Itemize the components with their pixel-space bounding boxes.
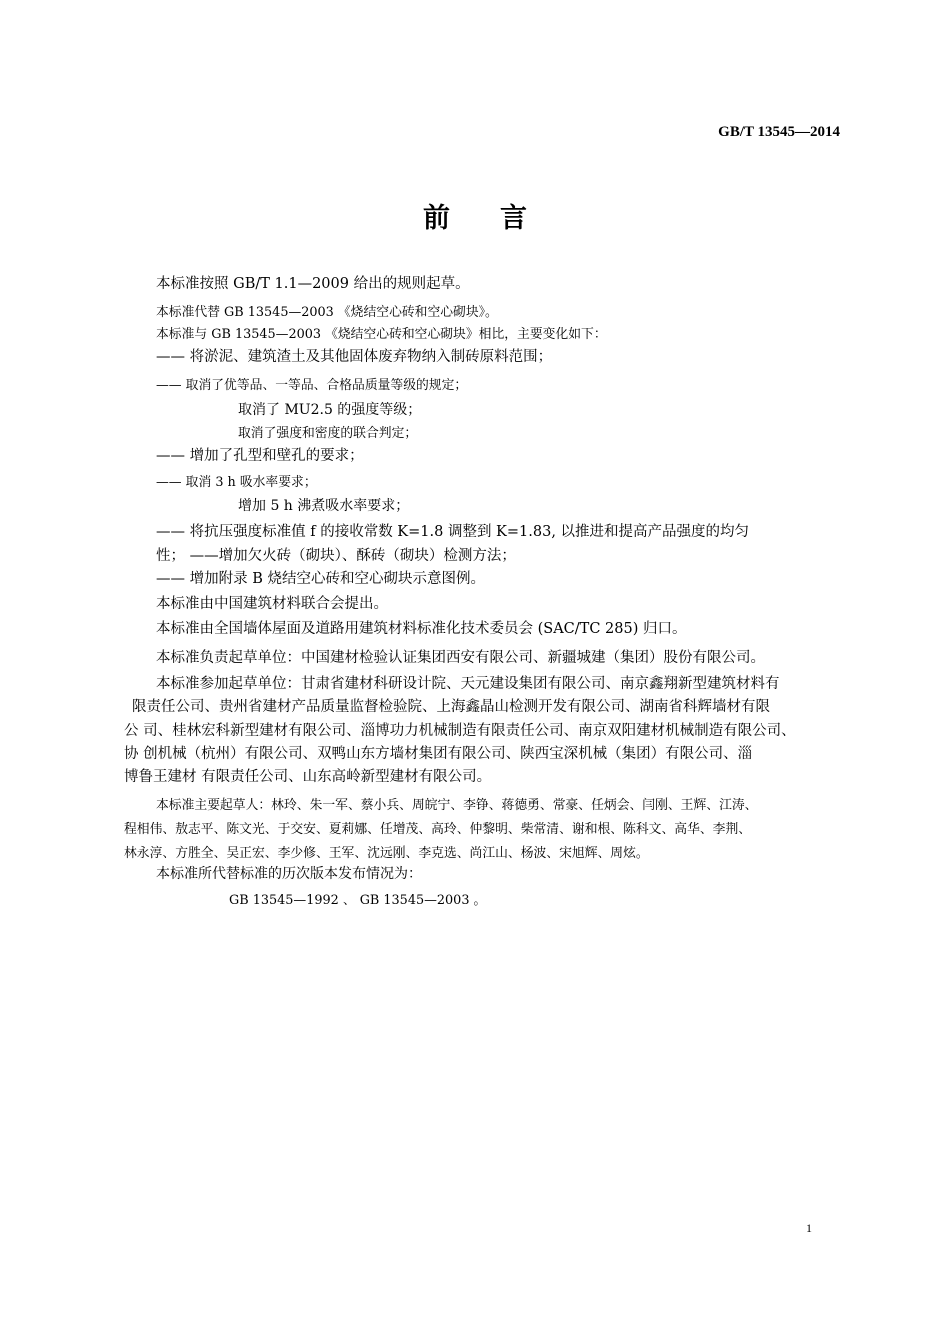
text-line: 林永淳、方胜全、吴正宏、李少修、王军、沈远刚、李克选、尚江山、杨波、宋旭辉、周炫。 [124,846,649,861]
text-line: 增加 5 h 沸煮吸水率要求； [238,498,410,514]
text-line: GB 13545—1992 、 GB 13545—2003 。 [229,893,487,908]
text-line: 协 创机械（杭州）有限公司、双鸭山东方墙材集团有限公司、陕西宝深机械（集团）有限公司、淄 [124,746,753,762]
page-title: 前言 [423,203,577,234]
text-line: —— 增加了孔型和壁孔的要求； [156,448,364,464]
text-line: —— 增加附录 B 烧结空心砖和空心砌块示意图例。 [156,571,485,587]
text-line: 本标准代替 GB 13545—2003 《烧结空心砖和空心砌块》。 [156,305,498,320]
text-line: —— 将淤泥、建筑渣土及其他固体废弃物纳入制砖原料范围； [156,349,553,365]
text-line: 取消了 MU2.5 的强度等级； [238,402,422,418]
text-line: 公 司、桂林宏科新型建材有限公司、淄博功力机械制造有限责任公司、南京双阳建材机械制造有限公司、 [124,723,796,739]
text-line: 限责任公司、贵州省建材产品质量监督检验院、上海鑫晶山检测开发有限公司、湖南省科辉墙材有限 [132,699,770,715]
text-line: 取消了强度和密度的联合判定； [238,426,418,441]
text-line: 本标准主要起草人：林玲、朱一军、蔡小兵、周皖宁、李铮、蒋德勇、常豪、任炳会、闫刚、王辉、江涛、 [156,798,758,813]
text-line: 博鲁王建材 有限责任公司、山东高岭新型建材有限公司。 [124,769,492,785]
text-line: 本标准参加起草单位：甘肃省建材科研设计院、天元建设集团有限公司、南京鑫翔新型建筑材料有 [156,676,780,692]
text-line: 性； ——增加欠火砖（砌块）、酥砖（砌块）检测方法； [156,548,516,564]
text-line: —— 取消了优等品、一等品、合格品质量等级的规定； [156,378,468,393]
text-line: 本标准负责起草单位：中国建材检验认证集团西安有限公司、新疆城建（集团）股份有限公司。 [156,650,765,666]
standard-number: GB/T 13545—2014 [718,124,840,140]
text-line: —— 将抗压强度标准值 f 的接收常数 K=1.8 调整到 K=1.83, 以推进和提高产品强度的均匀 [156,524,750,540]
page-number: 1 [806,1221,812,1235]
text-line: 本标准按照 GB/T 1.1—2009 给出的规则起草。 [156,276,470,292]
text-line: 本标准所代替标准的历次版本发布情况为： [156,866,422,882]
text-line: —— 取消 3 h 吸水率要求； [156,475,317,490]
text-line: 程相伟、敖志平、陈文光、于交安、夏莉娜、任增茂、高玲、仲黎明、柴常清、谢和根、陈科文、高华、李荆、 [124,822,752,837]
text-line: 本标准与 GB 13545—2003 《烧结空心砖和空心砌块》相比，主要变化如下： [156,327,607,342]
text-line: 本标准由全国墙体屋面及道路用建筑材料标准化技术委员会 (SAC/TC 285) 归口。 [156,621,687,637]
text-line: 本标准由中国建筑材料联合会提出。 [156,596,388,612]
